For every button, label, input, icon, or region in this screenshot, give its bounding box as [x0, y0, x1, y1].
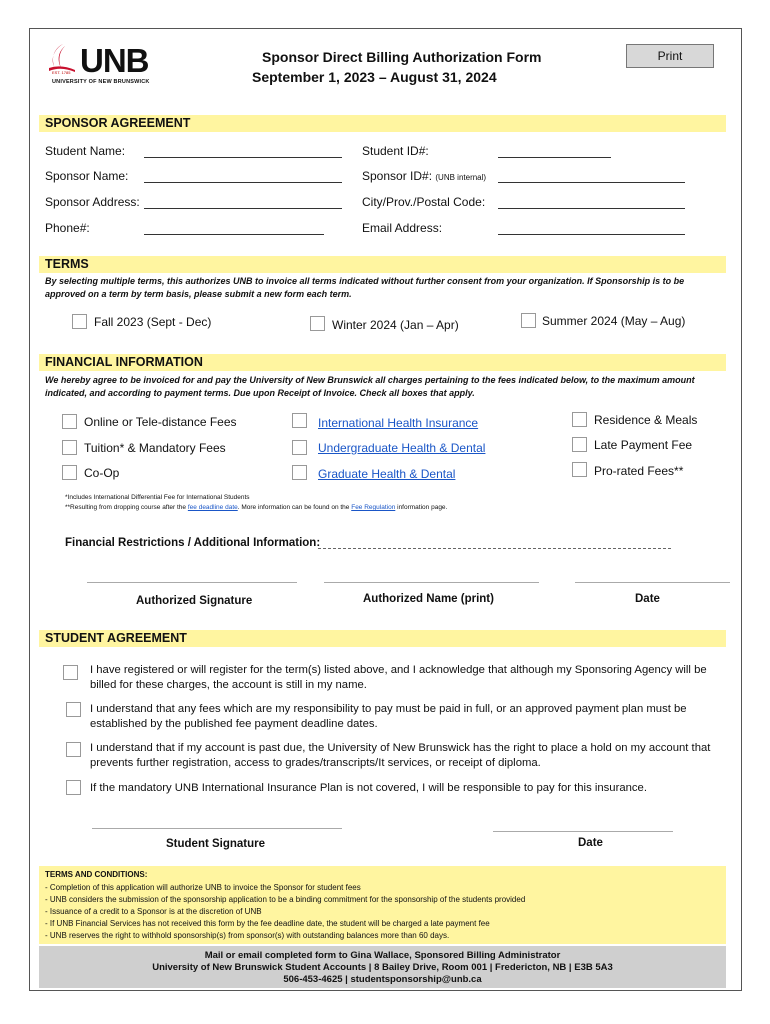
checkbox-undergrad-health[interactable]	[292, 440, 307, 455]
agreement-item-3: I understand that if my account is past due, the University of New Brunswick has the right to place a hold on my account that prevents further registration, access to grades/transcripts/It services, or receipt of diploma.	[90, 742, 711, 769]
student-id-label: Student ID#:	[362, 144, 429, 158]
sponsor-address-field[interactable]	[144, 208, 342, 209]
fee-late-label: Late Payment Fee	[594, 438, 693, 452]
fee-prorated-label: Pro-rated Fees**	[594, 464, 684, 478]
terms-note: By selecting multiple terms, this authorizes UNB to invoice all terms indicated without further consent from your organization. If Sponsorship is to be approved on a term by term basis, please submit a new form each term.	[45, 276, 685, 299]
student-signature-label: Student Signature	[166, 838, 266, 850]
phone-field[interactable]	[144, 234, 324, 235]
city-label: City/Prov./Postal Code:	[362, 195, 486, 209]
terms-line: - Issuance of a credit to a Sponsor is at the discretion of UNB	[45, 907, 262, 916]
undergrad-health-link[interactable]: Undergraduate Health & Dental	[318, 441, 486, 455]
sponsor-name-label: Sponsor Name:	[45, 169, 129, 183]
grad-health-link[interactable]: Graduate Health & Dental	[318, 467, 456, 481]
terms-conditions-heading: TERMS AND CONDITIONS:	[45, 870, 148, 879]
footnote-dropping	[65, 503, 447, 512]
term-fall-label: Fall 2023 (Sept - Dec)	[94, 315, 212, 329]
sponsor-name-field[interactable]	[144, 182, 342, 183]
authorized-signature-label: Authorized Signature	[136, 595, 253, 607]
fee-deadline-link[interactable]: fee deadline date	[187, 504, 238, 511]
terms-line: - Completion of this application will authorize UNB to invoice the Sponsor for student fees	[45, 883, 361, 892]
footnote-text-b: . More information can be found on the	[237, 504, 350, 511]
authorized-date-line[interactable]	[575, 582, 730, 583]
intl-health-insurance-link[interactable]: International Health Insurance	[318, 416, 479, 430]
sponsor-id-note: (UNB internal)	[435, 173, 487, 182]
footnote-international: *Includes International Differential Fee for International Students	[65, 494, 250, 501]
contact-footer	[39, 946, 726, 988]
footer-line-3: 506-453-4625 | studentsponsorship@unb.ca	[283, 974, 482, 985]
checkbox-winter-2024[interactable]	[310, 316, 325, 331]
authorized-date-label: Date	[635, 593, 660, 605]
restrictions-label: Financial Restrictions / Additional Information:	[65, 537, 321, 549]
term-winter-label: Winter 2024 (Jan – Apr)	[332, 318, 459, 332]
section-student-agreement	[39, 630, 726, 647]
terms-line: - If UNB Financial Services has not received this form by the fee deadline date, the student will be charged a late payment fee	[45, 919, 490, 928]
footnote-text-a: **Resulting from dropping course after the	[65, 504, 187, 511]
sponsor-id-field[interactable]	[498, 182, 685, 183]
sponsor-id-text: Sponsor ID#:	[362, 169, 433, 183]
checkbox-agree-1[interactable]	[63, 665, 78, 680]
terms-conditions-box	[39, 866, 726, 944]
agreement-item-1: I have registered or will register for the term(s) listed above, and I acknowledge that although my Sponsoring Agency will be billed for these charges, the account is still in my name.	[90, 664, 707, 691]
checkbox-agree-3[interactable]	[66, 742, 81, 757]
checkbox-online-fees[interactable]	[62, 414, 77, 429]
footer-line-2: University of New Brunswick Student Accounts | 8 Bailey Drive, Room 001 | Fredericton, NB | E3B 5A3	[152, 962, 613, 973]
phone-label: Phone#:	[45, 221, 90, 235]
checkbox-fall-2023[interactable]	[72, 314, 87, 329]
section-heading: STUDENT AGREEMENT	[45, 631, 187, 645]
authorized-name-label: Authorized Name (print)	[363, 593, 494, 605]
fee-residence-label: Residence & Meals	[594, 413, 698, 427]
authorized-name-line[interactable]	[324, 582, 539, 583]
checkbox-tuition[interactable]	[62, 440, 77, 455]
form-title: Sponsor Direct Billing Authorization Form	[262, 49, 542, 65]
footnote-text-c: information page.	[397, 504, 448, 511]
authorized-signature-line[interactable]	[87, 582, 297, 583]
student-name-field[interactable]	[144, 157, 342, 158]
checkbox-residence[interactable]	[572, 412, 587, 427]
section-heading: TERMS	[45, 257, 89, 271]
checkbox-summer-2024[interactable]	[521, 313, 536, 328]
student-signature-line[interactable]	[92, 828, 342, 829]
section-financial	[39, 354, 726, 371]
sponsor-id-label	[362, 169, 486, 183]
fee-online-label: Online or Tele-distance Fees	[84, 415, 237, 429]
student-date-line[interactable]	[493, 831, 673, 832]
checkbox-intl-insurance[interactable]	[292, 413, 307, 428]
section-terms	[39, 256, 726, 273]
checkbox-agree-4[interactable]	[66, 780, 81, 795]
student-date-label: Date	[578, 837, 603, 849]
checkbox-prorated[interactable]	[572, 462, 587, 477]
fee-tuition-label: Tuition* & Mandatory Fees	[84, 441, 226, 455]
terms-line: - UNB considers the submission of the sponsorship application to be a binding commitment for the sponsorship of the students provided	[45, 895, 526, 904]
section-heading: FINANCIAL INFORMATION	[45, 355, 203, 369]
logo-subtitle: UNIVERSITY OF NEW BRUNSWICK	[52, 79, 150, 85]
student-id-field[interactable]	[498, 157, 611, 158]
print-button[interactable]: Print	[626, 44, 714, 68]
checkbox-late-payment[interactable]	[572, 437, 587, 452]
checkbox-grad-health[interactable]	[292, 465, 307, 480]
terms-line: - UNB reserves the right to withhold sponsorship(s) from sponsor(s) with outstanding balances more than 60 days.	[45, 931, 450, 940]
financial-note: We hereby agree to be invoiced for and pay the University of New Brunswick all charges pertaining to the fees indicated below, to the maximum amount indicated, and according to payment terms. Due upon Receipt of Invoice. Check all boxes that apply.	[45, 375, 695, 398]
city-field[interactable]	[498, 208, 685, 209]
checkbox-coop[interactable]	[62, 465, 77, 480]
footer-line-1: Mail or email completed form to Gina Wallace, Sponsored Billing Administrator	[204, 950, 561, 961]
term-summer-label: Summer 2024 (May – Aug)	[542, 314, 686, 328]
fee-regulation-link[interactable]: Fee Regulation	[351, 504, 396, 511]
sponsor-address-label: Sponsor Address:	[45, 195, 140, 209]
agreement-item-4: If the mandatory UNB International Insurance Plan is not covered, I will be responsible to pay for this insurance.	[90, 782, 647, 794]
logo-wordmark: UNB	[80, 42, 149, 79]
agreement-item-2: I understand that any fees which are my responsibility to pay must be paid in full, or an approved payment plan must be established by the published fee payment deadline dates.	[90, 703, 687, 730]
logo-est: EST. 1785	[52, 70, 71, 75]
email-label: Email Address:	[362, 221, 443, 235]
restrictions-field[interactable]	[318, 548, 671, 549]
fee-coop-label: Co-Op	[84, 466, 120, 480]
checkbox-agree-2[interactable]	[66, 702, 81, 717]
student-name-label: Student Name:	[45, 144, 126, 158]
section-heading: SPONSOR AGREEMENT	[45, 116, 191, 130]
section-sponsor-agreement	[39, 115, 726, 132]
email-field[interactable]	[498, 234, 685, 235]
form-dates: September 1, 2023 – August 31, 2024	[252, 69, 497, 85]
